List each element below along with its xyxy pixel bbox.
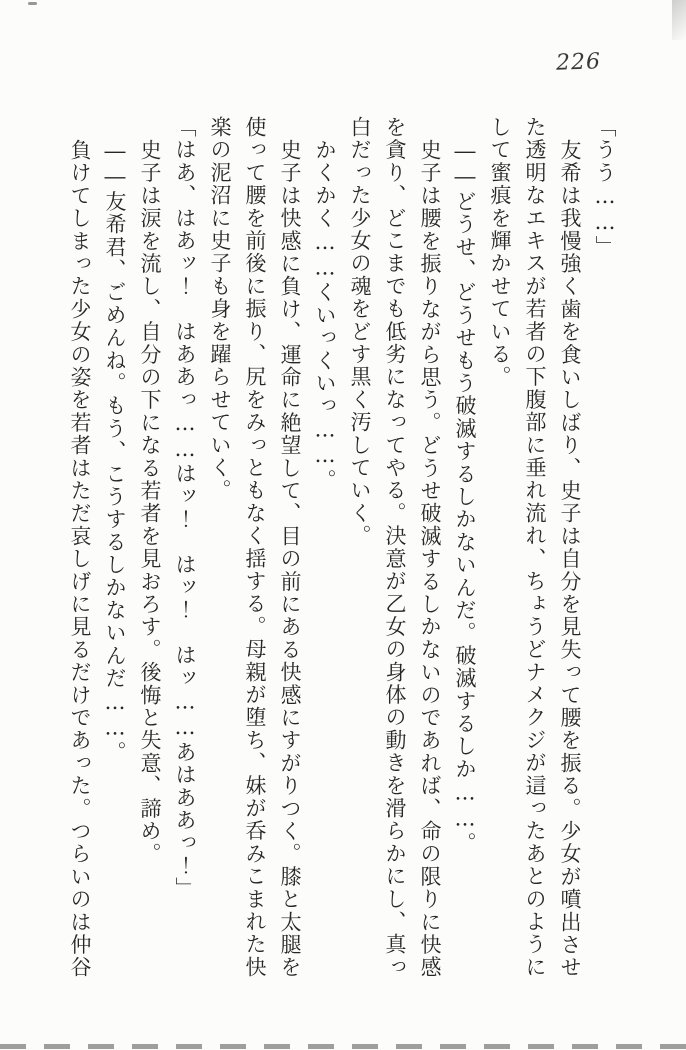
- paragraph-dialogue-gasps: 「はあ、はあッ！ はああっ……はッ！ はッ！ はッ……あはああっ！」: [173, 116, 197, 900]
- paragraph-inner-monologue-1: ――どうせ、どうせもう破滅するしかないんだ。破滅するしか……。: [453, 138, 477, 855]
- paragraph-narration-5: 負けてしまった少女の姿を若者はただ哀しげに見るだけであった。つらいのは仲谷: [68, 138, 92, 979]
- paragraph-sound-effect: かくかく……くいっくいっ……。: [313, 138, 337, 492]
- paragraph-narration-3: 史子は快感に負け、運命に絶望して、目の前にある快感にすがりつく。膝と太腿を使って腰を前後に振り、尻をみっともなく揺する。母親が堕ち、妹が呑みこまれた快楽の泥沼に史子も身を躍らせていく。: [208, 116, 302, 979]
- paragraph-dialogue-uu: 「うう……」: [593, 116, 617, 259]
- scan-artifact-corner-shadow: [672, 0, 686, 40]
- paragraph-inner-monologue-2: ――友希君、ごめんね。もう、こうするしかないんだ……。: [103, 138, 127, 764]
- paragraph-narration-1: 友希は我慢強く歯を食いしばり、史子は自分を見失って腰を振る。少女が噴出させた透明なエキスが若者の下腹部に垂れ流れ、ちょうどナメクジが這ったあとのようにして蜜痕を輝かせている。: [488, 116, 582, 979]
- scan-artifact-speck: [28, 2, 37, 5]
- page-number: 226: [555, 49, 602, 76]
- paragraph-narration-4: 史子は涙を流し、自分の下になる若者を見おろす。後悔と失意、諦め。: [138, 138, 162, 866]
- scan-artifact-bottom-edge: [0, 1044, 686, 1049]
- vertical-text-block: [60, 116, 622, 984]
- paragraph-narration-2: 史子は腰を振りながら思う。どうせ破滅するしかないのであれば、命の限りに快感を貪り、どこまでも低劣になってやる。決意が乙女の身体の動きを滑らかにし、真っ白だった少女の魂をどす黒く汚していく。: [348, 116, 442, 979]
